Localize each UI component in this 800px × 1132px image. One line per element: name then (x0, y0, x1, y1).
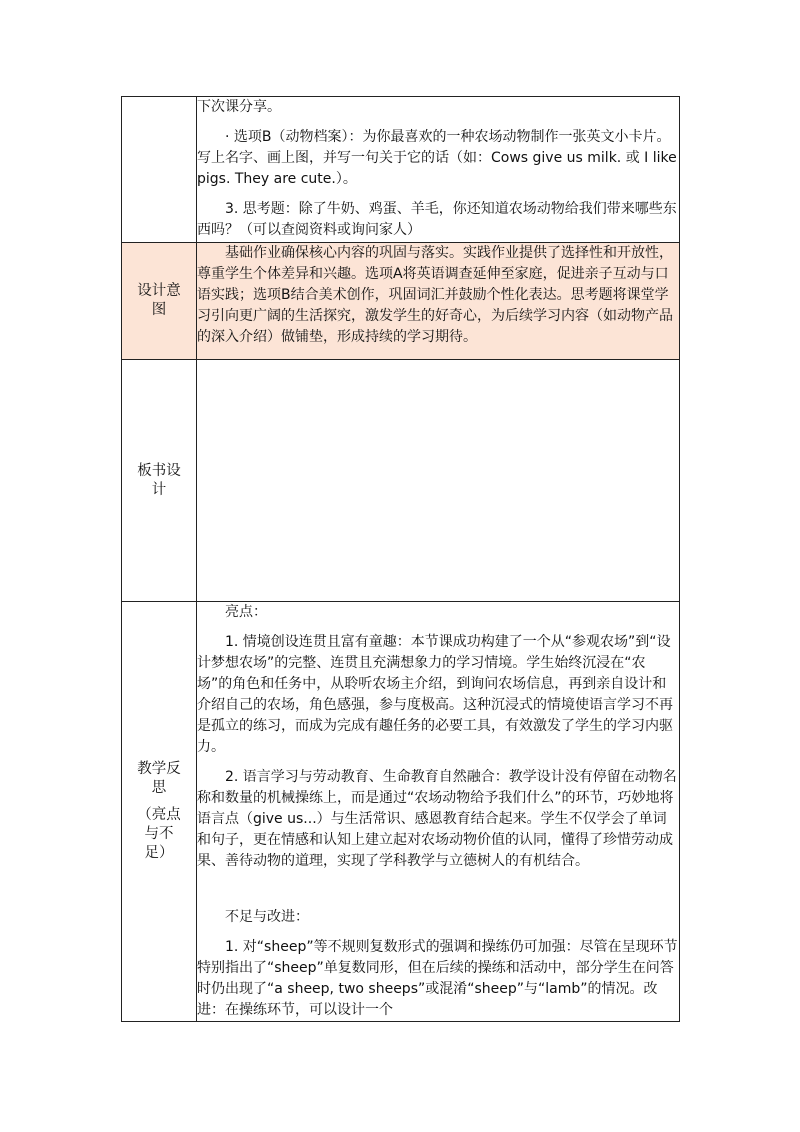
board-design-label-line2: 计 (151, 481, 167, 498)
design-intent-row (122, 243, 680, 360)
homework-option-b: · 选项B（动物档案）：为你最喜欢的一种农场动物制作一张英文小卡片。写上名字、画上图，并写一句关于它的话（如：Cows give us milk. 或 I like pigs. They are cute.）。 (197, 129, 677, 187)
board-design-label (122, 360, 197, 602)
board-design-label-line1: 板书设 (137, 462, 181, 479)
design-intent-text: 基础作业确保核心内容的巩固与落实。实践作业提供了选择性和开放性，尊重学生个体差异和兴趣。选项A将英语调查延伸至家庭，促进亲子互动与口语实践；选项B结合美术创作，巩固词汇并鼓励个性化表达。思考题将课堂学习引向更广阔的生活探究，激发学生的好奇心，为后续学习内容（如动物产品的深入介绍）做铺垫，形成持续的学习期待。 (197, 245, 673, 345)
homework-thinking-question: 3. 思考题：除了牛奶、鸡蛋、羊毛，你还知道农场动物给我们带来哪些东西吗？（可以查阅资料或询问家人） (197, 201, 677, 238)
design-intent-content (197, 243, 680, 360)
shortcomings-title: 不足与改进： (225, 909, 309, 925)
homework-content-cell (197, 97, 680, 243)
highlight-1: 1. 情境创设连贯且富有童趣：本节课成功构建了一个从“参观农场”到“设计梦想农场”的完整、连贯且充满想象力的学习情境。学生始终沉浸在“农场”的角色和任务中，从聆听农场主介绍，到询问农场信息，再到亲自设计和介绍自己的农场，角色感强，参与度极高。这种沉浸式的情境使语言学习不再是孤立的练习，而成为完成有趣任务的必要工具，有效激发了学生的学习内驱力。 (197, 634, 673, 755)
highlights-title: 亮点： (225, 604, 267, 620)
design-intent-label-line1: 设计意 (137, 283, 181, 299)
reflection-label-sub1: （亮点 (137, 807, 181, 823)
reflection-label (122, 602, 197, 1022)
homework-text: 下次课分享。 (197, 99, 281, 115)
reflection-label-sub3: 足） (144, 845, 174, 861)
shortcoming-1: 1. 对“sheep”等不规则复数形式的强调和操练仍可加强：尽管在呈现环节特别指出了“sheep”单复数同形，但在后续的操练和活动中，部分学生在问答时仍出现了“a sheep, two sheeps”或混淆“sheep”与“lamb”的情况。改进：在操练环节，可以设计一个 (197, 939, 678, 1018)
reflection-label-sub2: 与不 (144, 826, 174, 842)
lesson-plan-table (121, 96, 680, 1022)
reflection-label-line2: 思 (151, 780, 167, 796)
board-design-row (122, 360, 680, 602)
homework-row (122, 97, 680, 243)
highlight-2: 2. 语言学习与劳动教育、生命教育自然融合：教学设计没有停留在动物名称和数量的机械操练上，而是通过“农场动物给予我们什么”的环节，巧妙地将语言点（give us...）与生活常识、感恩教育结合起来。学生不仅学会了单词和句子，更在情感和认知上建立起对农场动物价值的认同，懂得了珍惜劳动成果、善待动物的道理，实现了学科教学与立德树人的有机结合。 (197, 769, 677, 869)
homework-label-cell (122, 97, 197, 243)
reflection-content (197, 602, 680, 1022)
reflection-row (122, 602, 680, 1022)
board-design-content (197, 360, 680, 602)
design-intent-label-line2: 图 (151, 302, 167, 318)
reflection-label-line1: 教学反 (137, 761, 181, 777)
design-intent-label (122, 243, 197, 360)
